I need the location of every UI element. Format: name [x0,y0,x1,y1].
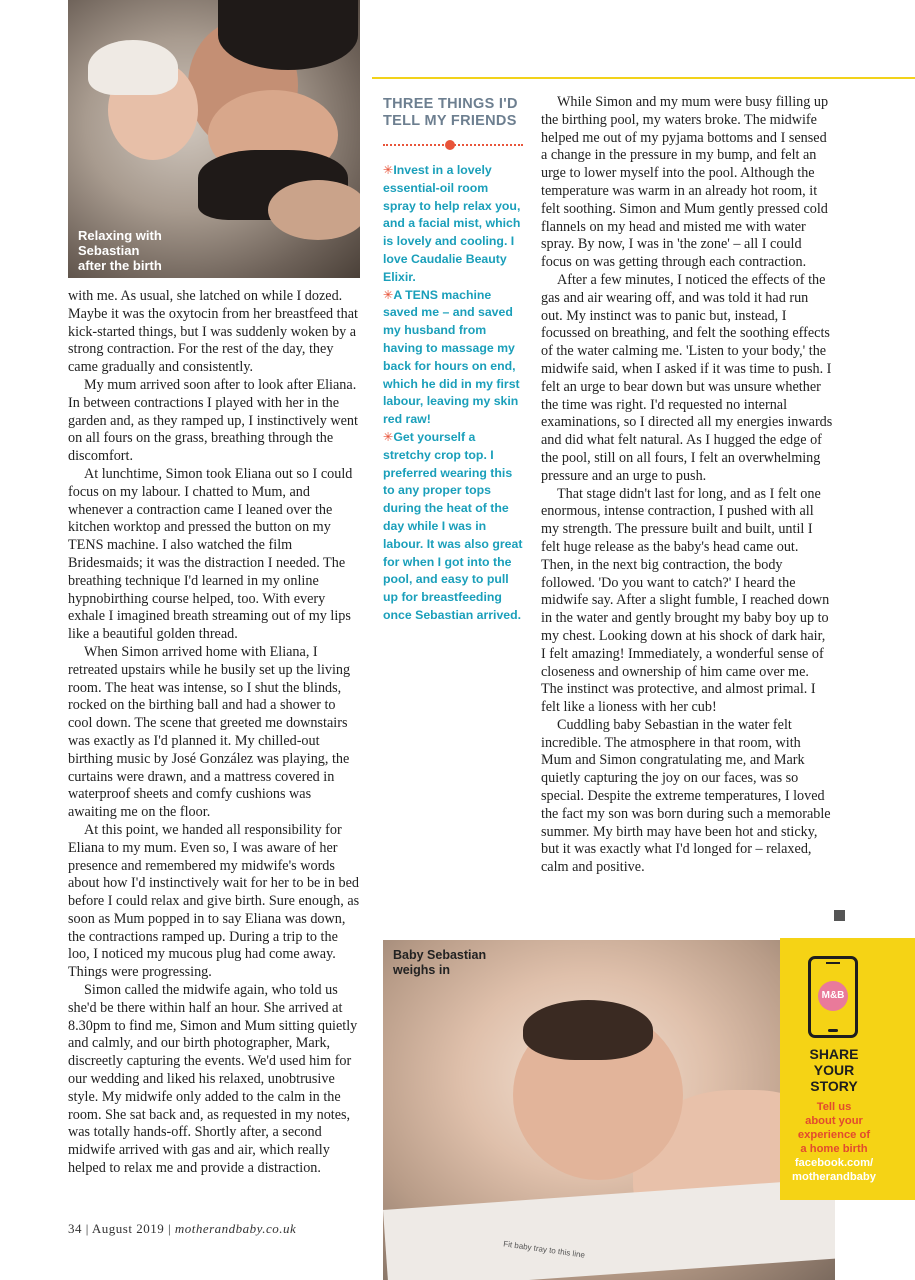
share-title-line: YOUR [813,1062,855,1078]
page-footer [68,1221,296,1237]
column-1 [68,288,361,1178]
asterisk-icon: ✳ [383,287,394,302]
phone-home-button [828,1029,838,1032]
footer-separator: | [85,1221,89,1236]
paragraph: At lunchtime, Simon took Eliana out so I could focus on my labour. I chatted to Mum, and whenever a contraction came I leaned over the kitchen worktop and pressed the button on my TENS machine. I also watched the film Bridesmaids; it was the distraction I needed. The breathing technique I'd learned in my online hypnobirthing course helped, too. With every exhale I imagined breath streaming out of my lips like a beautiful golden thread. [68,465,353,643]
paragraph: When Simon arrived home with Eliana, I retreated upstairs while he busily set up the living room. The heat was intense, so I shut the blinds, rocked on the birthing ball and had a shower to cool down. The scene that greeted me downstairs was exactly as I'd planned it. My chilled-out birthing music by José González was playing, the curtains were drawn, and a mattress covered in waterproof sheets and comfy cushions was awaiting me on the floor. [68,643,351,821]
tip-text: Get yourself a stretchy crop top. I preferred wearing this to any proper tops during the heat of the day while I was in labour. It was also great for when I got into the pool, and easy to pull up for breastfeeding once Sebastian arrived. [383,429,523,622]
share-text-line: about your [805,1115,863,1127]
paragraph: After a few minutes, I noticed the effects of the gas and air wearing off, and was told it had run out. My instinct was to panic but, instead, I focussed on breathing, and felt the soothing effects of the water calming me. 'Listen to your body,' the midwife said, when I asked if it was time to push. I felt an urge to bear down but was unsure whether the time was right. I'd requested no internal examinations, so I directed all my energies inwards and did what felt natural. As I hugged the edge of the pool, still on all fours, I felt an overwhelming pressure and an urge to push. [541,271,833,484]
tray-label: Fit baby tray to this line [502,1239,586,1260]
tip-text: Invest in a lovely essential-oil room spray to help relax you, and a facial mist, which is lovely and cooling. I love Caudalie Beauty Elixir. [383,163,521,284]
divider-dot [445,140,455,150]
scale-tray [383,1178,835,1280]
top-photo [68,0,360,278]
caption-line: Sebastian [78,243,140,258]
tip-item [383,162,523,287]
paragraph: While Simon and my mum were busy filling up the birthing pool, my waters broke. The midwife helped me out of my pyjama bottoms and I sensed a change in the pressure in my bump, and felt an urge to lower myself into the pool. Although the temperature was warm in an already hot room, it felt soothing. Simon and Mum gently pressed cold flannels on my head and misted me with water spray. By now, I was in 'the zone' – all I could focus on was getting through each contraction. [541,94,829,271]
asterisk-icon: ✳ [383,429,394,444]
share-title [784,1046,884,1094]
mother-hand [268,180,360,240]
share-title-line: STORY [810,1078,858,1094]
caption-line: Baby Sebastian [393,948,487,962]
share-text-line: Tell us [816,1101,852,1113]
paragraph: with me. As usual, she latched on while I dozed. Maybe it was the oxytocin from her breastfeed that kick-started things, but I was suddenly woken by a strong contraction. For the rest of the day, they came gradually and consistently. [68,288,358,376]
tips-sidebar [383,96,523,625]
tip-item [383,429,523,625]
issue-date: August 2019 [91,1221,165,1236]
caption-line: Relaxing with [78,228,162,243]
dotted-divider [383,140,523,150]
tip-text: A TENS machine saved me – and saved my husband from having to massage my back for hours on end, which he did in my first labour, leaving my skin red raw! [383,287,520,427]
caption-line: after the birth [78,258,162,273]
caption-line: weighs in [393,963,450,977]
share-link[interactable]: facebook.com/ [794,1157,874,1169]
tip-item [383,287,523,429]
share-your-story-box [780,938,915,1200]
baby-hat [88,40,178,95]
column-3 [541,94,833,877]
paragraph: My mum arrived soon after to look after Eliana. In between contractions I played with her in the garden and, as they ramped up, I instinctively went on all fours on the grass, breathing through the discomfort. [68,376,358,465]
share-text [784,1100,884,1184]
site-url[interactable]: motherandbaby.co.uk [174,1221,297,1236]
paragraph: Simon called the midwife again, who told us she'd be there within half an hour. She arrived at 8.30pm to find me, Simon and Mum sitting quietly and calmly, and our birth photographer, Mark, discreetly capturing the events. We'd used him for our wedding and liked his relaxed, unobtrusive style. My midwife only added to the calm in the room. She sat back and, as requested in my notes, was totally hands-off. Shortly after, a second midwife arrived with gas and air, which really helped to relax me and provide a distraction. [68,982,358,1177]
baby-hair [523,1000,653,1060]
sidebar-title: THREE THINGS I'D TELL MY FRIENDS [383,96,518,129]
end-mark [834,910,845,921]
baby-photo-caption [393,948,486,978]
paragraph: Cuddling baby Sebastian in the water felt incredible. The atmosphere in that room, with Mum and Simon congratulating me, and Mark quietly capturing the joy on our faces, was so special. Despite the extreme temperatures, I loved the fact my son was born during such a memorable summer. My birth may have been hot and sticky, but it was exactly what I'd longed for – relaxed, calm and positive. [541,716,831,876]
paragraph: That stage didn't last for long, and as I felt one enormous, intense contraction, I pushed with all my strength. The pressure built and built, until I felt huge release as the baby's head came out. Then, in the next big contraction, the body followed. 'Do you want to catch?' I heard the midwife say. After a slight fumble, I reached down in the water and gently brought my baby boy up to my chest. Looking down at his shock of dark hair, I felt amazing! Immediately, a wonderful sense of closeness and ownership of him came over me. The instinct was protective, and almost primal. I felt like a lioness with her cub! [541,485,830,716]
share-link[interactable]: motherandbaby [792,1171,876,1183]
share-text-line: a home birth [800,1143,868,1155]
phone-icon [808,956,858,1038]
paragraph: At this point, we handed all responsibility for Eliana to my mum. Even so, I was aware of her presence and remembered my midwife's words about how I'd instinctively wait for her to be in bed before I could relax and give birth. Sure enough, as soon as Mum popped in to say Eliana was down, the contractions ramped up. During a trip to the loo, I noticed my mucous plug had come away. Things were progressing. [68,821,360,981]
asterisk-icon: ✳ [383,163,394,177]
page-number: 34 [68,1221,82,1236]
mother-hair [218,0,358,70]
share-text-line: experience of [797,1129,871,1141]
top-photo-caption [78,228,162,273]
brand-logo: M&B [818,981,848,1011]
yellow-rule [372,77,915,79]
phone-notch [826,962,840,964]
share-title-line: SHARE [809,1046,859,1062]
baby-photo [383,940,835,1280]
footer-separator: | [167,1221,172,1236]
